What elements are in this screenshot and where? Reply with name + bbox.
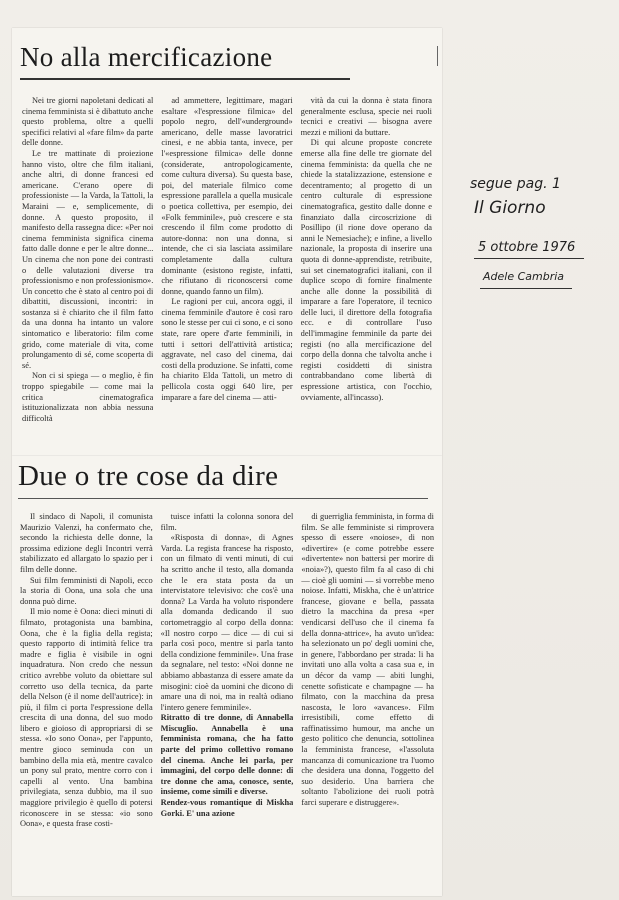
article-2-body — [20, 512, 434, 892]
handwritten-underline — [480, 288, 572, 289]
paragraph: ad ammettere, legittimare, magari esaltare «l'espressione filmica» del popolo negro, dell'«underground» americano, delle masse lavoratrici cinesi, e ne abbia tanta, invece, per l'«espressione filmica» delle donne (considerate, antropologicamente, come cultura diversa). Su questa base, poi, del materiale filmico come espressione parallela a quella musicale o poetica collettiva, per esempio, dei «Folk femminile», può crescere e sta crescendo il film come prodotto di autore-donna: non una donna, si intende, che ci sia lasciata assimilare completamente dalla cultura dominante (esistono registe, infatti, che rifiutano di riconoscersi come donne, quando fanno un film). — [161, 96, 293, 296]
headline-article-2: Due o tre cose da dire — [18, 460, 279, 492]
clipping-article-1 — [12, 28, 442, 456]
paragraph: Le ragioni per cui, ancora oggi, il cinema femminile d'autore è così raro sono le stesse per cui ci sono, e ci sono state, rare opere d'arte femminili, in tutti i settori dell'attività artistica; aggravate, nel caso del cinema, dai costi della produzione. Se infatti, come ha chiarito Elda Tattoli, un metro di pellicola costa oggi 640 lire, per imparare a fare del cinema — atti- — [161, 297, 293, 402]
paragraph: Rendez-vous romantique di Miskha Gorki. E' una azione — [160, 798, 294, 818]
paragraph: di guerriglia femminista, in forma di film. Se alle femministe si rimprovera spesso di essere «noiose», di non «divertire» (e come potrebbe essere «divertente» non battersi per morire di «noia»?), questo film fa al caso di chi — cioè gli uomini — si vorrebbe meno noiose. Infatti, Miskha, che è un'attrice francese, giovane e bella, passata dietro la macchina da presa «per vendicarsi dell'uso che il cinema fa della donna-attrice», ha avuto un'idea: ha selezionato un po' degli uomini che, in genere, l'abbordano per strada: li ha invitati uno alla volta a casa sua e, in un décor da vamp — abiti lunghi, cenette sofisticate e champagne — ha filmato, con la macchina da presa nascosta, le loro «avances». Film irresistibili, come effetto di raffinatissimo humour, ma anche un gesto politico che denuncia, sottolinea la femminista francese, «l'assoluta mancanza di comunicazione tra l'uomo che desidera una donna, l'oggetto del suo desiderio. Una barriera che soltanto l'abolizione dei ruoli potrà farci superare e distruggere». — [301, 512, 435, 808]
article-2-column-2 — [161, 512, 294, 892]
article-1-body — [22, 96, 432, 454]
headline-underline-1 — [20, 78, 350, 80]
paragraph: tuisce infatti la colonna sonora del film. — [160, 512, 294, 532]
handwritten-note-continued: segue pag. 1 — [470, 176, 561, 192]
article-1-column-2 — [161, 96, 292, 454]
handwritten-note-newspaper: Il Giorno — [474, 198, 546, 218]
article-1-column-3 — [301, 96, 432, 454]
paragraph: Di qui alcune proposte concrete emerse alla fine delle tre giornate del cinema femminista: da quella che ne chiede la statalizzazione, estensione e decentramento; al progetto di un centro culturale di espressione cinematografica, gestito dalle donne e finanziato dalla circoscrizione di Posillipo (il rione dove operano da anni le Nemesiache); e infine, a livello nazionale, la proposta di inserire una quota di donne-apprendiste, retribuite, sui set cinematografici italiani, con il duplice scopo di fornire finalmente anche alle donne la possibilità di imparare a fare l'operatore, il tecnico delle luci, il direttore della fotografia ecc. e di controllare l'uso dell'immagine femminile da parte dei registi (no alla mercificazione del corpo della donna che talvolta anche i registi cosiddetti di sinistra contrabbandano come libertà di espressione artistica, con l'occhio, ovviamente, all'incasso). — [300, 138, 432, 402]
paragraph: «Risposta di donna», di Agnes Varda. La regista francese ha risposto, con un filmato di venti minuti, di cui ha scritto anche il testo, alla domanda che le era stata posta da un intervistatore televisivo: che cos'è una donna? La Varda ha voluto rispondere alla domanda dedicando il suo cortometraggio al corpo della donna: «Il nostro corpo — dice — di cui si parla così poco, mentre si parla tanto della condizione femminile». Una frase da segnalare, nel testo: «Noi donne ne abbiamo abbastanza di essere amate da misogini: cioè da uomini che dicono di amare una di noi, ma in realtà odiano l'intero genere femminile». — [160, 533, 294, 712]
clipping-article-2 — [12, 456, 442, 896]
article-2-column-1 — [20, 512, 153, 892]
paragraph: Il sindaco di Napoli, il comunista Maurizio Valenzi, ha confermato che, secondo la richiesta delle donne, la prossima edizione degli Incontri verrà stabilizzato ed allargato lo spazio per i film delle donne. — [20, 512, 153, 574]
handwritten-underline — [474, 258, 584, 259]
handwritten-note-date: 5 ottobre 1976 — [478, 240, 576, 255]
paragraph: vità da cui la donna è stata finora generalmente esclusa, specie nei ruoli tecnici e creativi — bisogna avere mezzi e milioni da buttare. — [300, 96, 432, 137]
paragraph: Ritratto di tre donne, di Annabella Miscuglio. Annabella è una femminista romana, che ha fatto parte del primo collettivo romano del cinema. Anche lei parla, per immagini, del corpo delle donne: di tre donne che ama, conosce, sente, insieme, come simili e diverse. — [160, 713, 294, 797]
paragraph: Il mio nome è Oona: dieci minuti di filmato, protagonista una bambina, Oona, che è la figlia della regista; questo rapporto di intimità felice tra madre e figlia è visibile in ogni inquadratura. Non credo che nessun critico avrebbe voluto da obiettare sul corretto uso della tecnica, da parte della Nelson (è il nome dell'autrice): in più, il film ci porta l'espressione della crescita di una donna, del suo modo libero e gioioso di appropriarsi di se stessa. «Io sono Oona», per l'appunto, mentre gioco seminuda con un bambino della mia età, mentre cavalco un pony sul prato, mentre corro con i capelli al vento. Una bambina privilegiata, senza dubbio, ma il suo maggiore privilegio è quello di potersi riconoscere in se stessa: «io sono Oona», e questa frase costi- — [20, 607, 153, 829]
headline-article-1: No alla mercificazione — [20, 42, 273, 72]
paragraph: Le tre mattinate di proiezione hanno visto, oltre che film italiani, anche altri, di donne francesi ed americane. C'erano opere di professioniste — la Varda, la Tattoli, la Maraini — e, semplicemente, di donne. A questo proposito, il manifesto della rassegna dice: «Per noi cinema femminista significa cinema fatto dalle donne e per le altre donne... Un cinema che non pone dei contrasti o delle valutazioni diverse tra professionismo e non professionismo». Un concetto che è stato al centro poi di dibattiti, discussioni, incontri: in sostanza si è chiarito che il film fatto da una donna ha intanto un valore sintomatico e liberatorio: film come grido, come materiale di vita, come prolungamento di sé, come scoperta di sé. — [22, 148, 154, 370]
column-marker — [437, 46, 438, 66]
article-1-column-1 — [22, 96, 153, 454]
paragraph: Non ci si spiega — o meglio, è fin troppo spiegabile — come mai la critica cinematografica istituzionalizzata non abbia nessuna difficoltà — [22, 371, 154, 423]
handwritten-note-author: Adele Cambria — [483, 270, 565, 283]
headline-rule-2 — [18, 498, 428, 499]
paragraph: Nei tre giorni napoletani dedicati al cinema femminista si è dibattuto anche questo problema, oltre a quelli specifici relativi al «fare film» da parte delle donne. — [22, 96, 154, 148]
article-2-column-3 — [301, 512, 434, 892]
paragraph: Sui film femministi di Napoli, ecco la storia di Oona, una sola che una donna può dirne. — [20, 575, 153, 606]
